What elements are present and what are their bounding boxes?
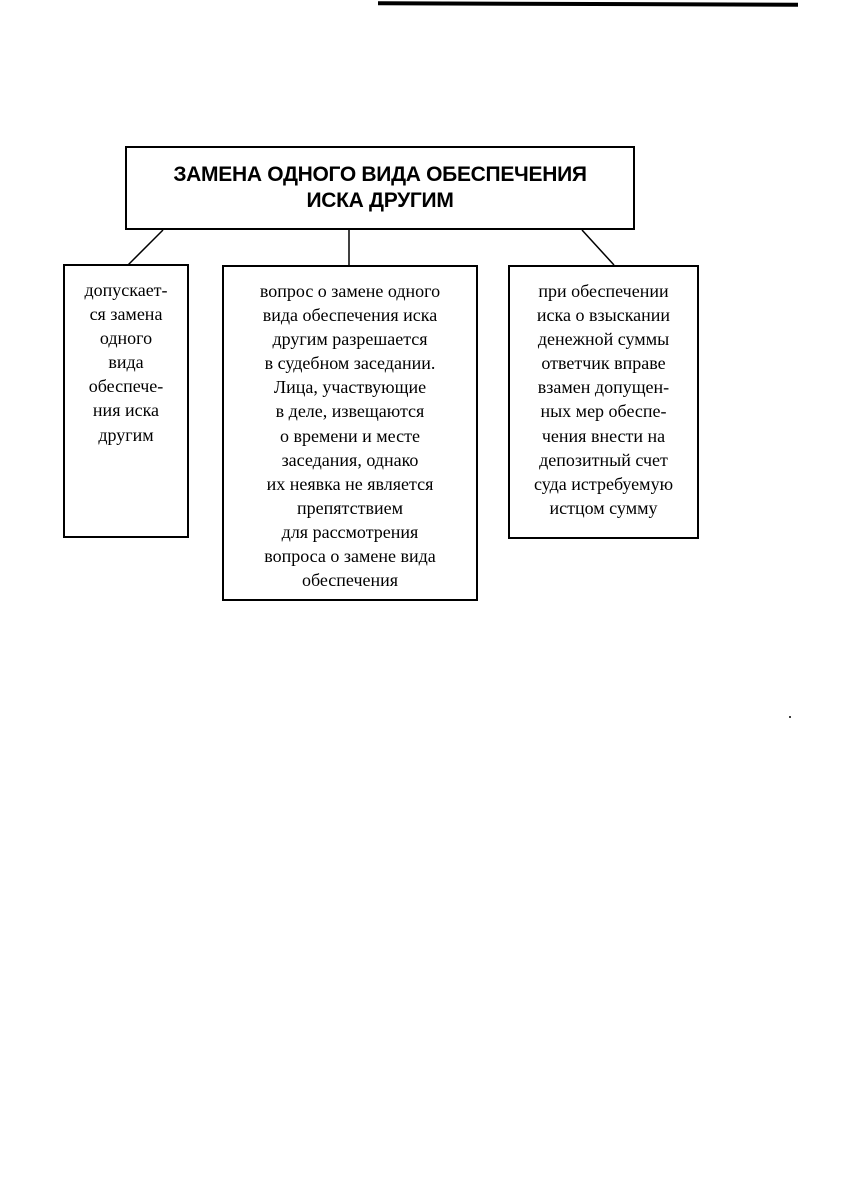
scan-speck [789,716,791,718]
center-box-text: вопрос о замене одного вида обеспечения иска другим разрешается в судебном заседании. Лица, участвующие в деле, извещаются о времени и месте заседания, однако их неявка не является препятствием для рассмотрения вопроса о замене вида обеспечения [259,281,441,591]
center-box [222,265,478,601]
connector-right [582,230,614,265]
right-box-text: при обеспечении иска о взыскании денежной суммы ответчик вправе взамен допущен- ных мер обеспе- чения внести на депозитный счет суда истребуемую истцом сумму [533,281,674,518]
title-box [125,146,635,230]
right-box [508,265,699,539]
left-box-text: допускает- ся замена одного вида обеспече- ния иска другим [84,280,168,445]
connector-left [128,230,163,265]
left-box [63,264,189,538]
diagram-title: ЗАМЕНА ОДНОГО ВИДА ОБЕСПЕЧЕНИЯ ИСКА ДРУГИМ [173,163,587,212]
